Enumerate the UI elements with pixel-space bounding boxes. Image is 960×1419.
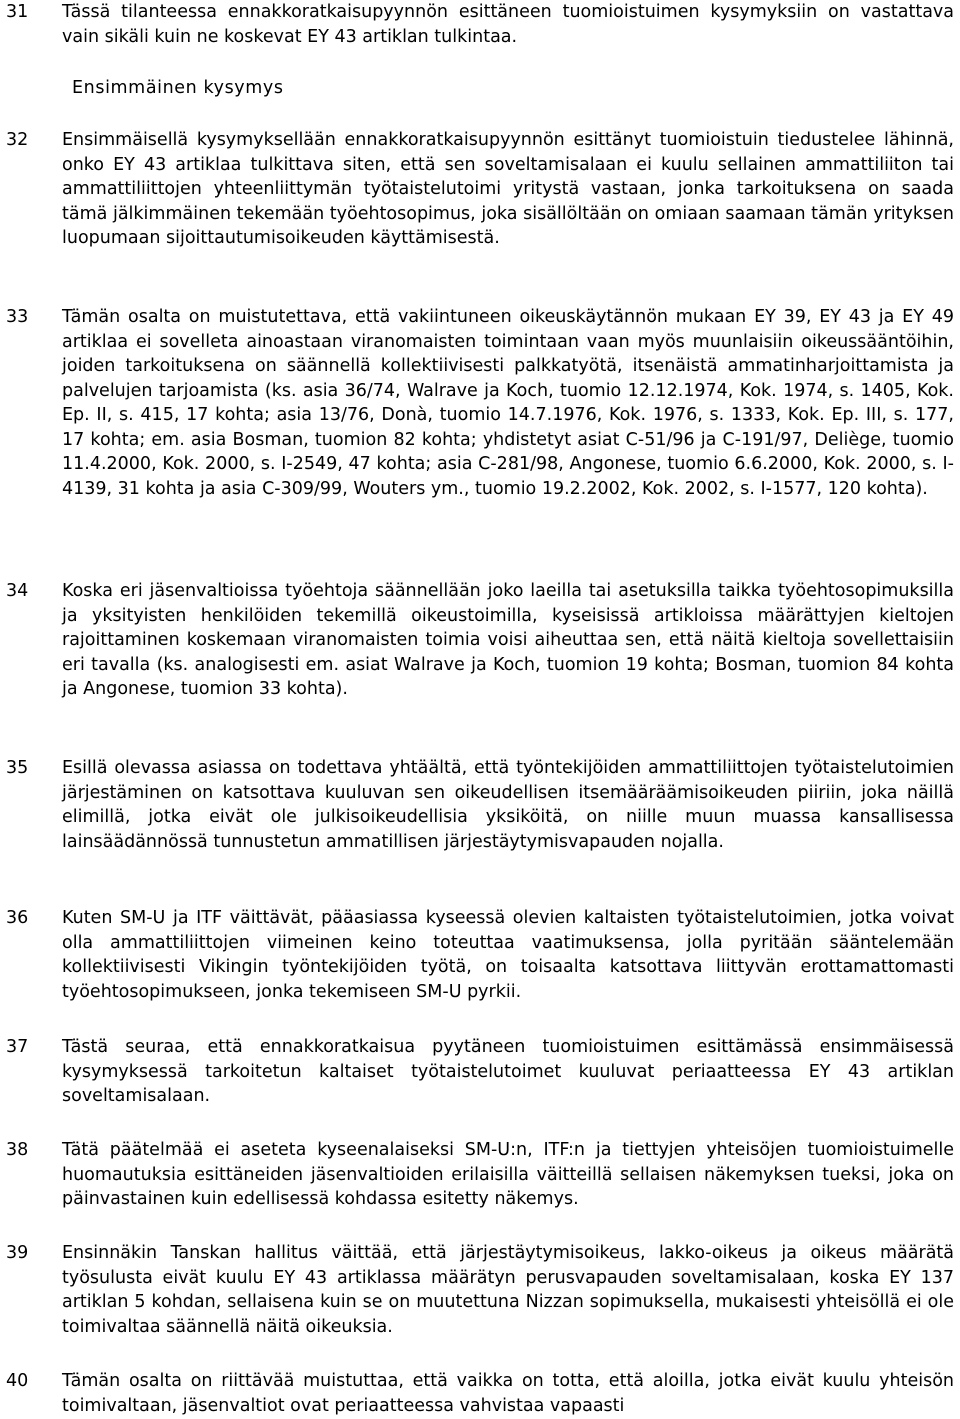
paragraph-text: Tässä tilanteessa ennakkoratkaisupyynnön esittäneen tuomioistuimen kysymyksiin on vastattava vain sikäli kuin ne koskevat EY 43 artiklan tulkintaa.: [62, 2, 954, 47]
paragraph-33: [0, 305, 960, 501]
paragraph-40: [0, 1369, 960, 1418]
paragraph-text: Tämän osalta on riittävää muistuttaa, että vaikka on totta, että aloilla, jotka eivät kuulu yhteisön toimivaltaan, jäsenvaltiot ovat periaatteessa vahvistaa vapaasti: [62, 1371, 954, 1416]
paragraph-text: Tämän osalta on muistutettava, että vakiintuneen oikeuskäytännön mukaan EY 39, EY 43 ja EY 49 artiklaa ei sovelleta ainoastaan viranomaisten toimintaan vaan myös muunlaisiin oikeussääntöihin, joiden tarkoituksena on säännellä kollektiivisesti palkkatyötä, itsenäistä ammatinharjoittamista ja palvelujen tarjoamista (ks. asia 36/74, Walrave ja Koch, tuomio 12.12.1974, Kok. 1974, s. 1405, Kok. Ep. II, s. 415, 17 kohta; asia 13/76, Donà, tuomio 14.7.1976, Kok. 1976, s. 1333, Kok. Ep. III, s. 177, 17 kohta; em. asia Bosman, tuomion 82 kohta; yhdistetyt asiat C-51/96 ja C-191/97, Deliège, tuomio 11.4.2000, Kok. 2000, s. I-2549, 47 kohta; asia C-281/98, Angonese, tuomio 6.6.2000, Kok. 2000, s. I-4139, 31 kohta ja asia C-309/99, Wouters ym., tuomio 19.2.2002, Kok. 2002, s. I-1577, 120 kohta).: [62, 307, 954, 499]
paragraph-number: 39: [6, 1243, 29, 1263]
paragraph-text: Tästä seuraa, että ennakkoratkaisua pyytäneen tuomioistuimen esittämässä ensimmäisessä kysymyksessä tarkoitetun kaltaiset työtaistelutoimet kuuluvat periaatteessa EY 43 artiklan soveltamisalaan.: [62, 1037, 954, 1106]
paragraph-number: 32: [6, 130, 29, 150]
paragraph-text: Tätä päätelmää ei aseteta kyseenalaiseksi SM-U:n, ITF:n ja tiettyjen yhteisöjen tuomioistuimelle huomautuksia esittäneiden jäsenvaltioiden erilaisilla väitteillä sellaisen näkemyksen tueksi, joka on päinvastainen kuin edellisessä kohdassa esitetty näkemys.: [62, 1140, 954, 1209]
paragraph-36: [0, 906, 960, 1004]
paragraph-39: [0, 1241, 960, 1339]
section-heading: Ensimmäinen kysymys: [72, 78, 284, 98]
paragraph-text: Ensinnäkin Tanskan hallitus väittää, että järjestäytymisoikeus, lakko-oikeus ja oikeus määrätä työsulusta eivät kuulu EY 43 artiklassa määrätyn perusvapauden soveltamisalaan, koska EY 137 artiklan 5 kohdan, sellaisena kuin se on muutettuna Nizzan sopimuksella, mukaisesti yhteisöllä ei ole toimivaltaa säännellä näitä oikeuksia.: [62, 1243, 954, 1337]
paragraph-number: 36: [6, 908, 29, 928]
paragraph-34: [0, 579, 960, 702]
paragraph-number: 34: [6, 581, 29, 601]
paragraph-37: [0, 1035, 960, 1109]
paragraph-number: 31: [6, 2, 29, 22]
paragraph-text: Esillä olevassa asiassa on todettava yhtäältä, että työntekijöiden ammattiliittojen työtaistelutoimien järjestäminen on katsottava kuuluvan sen oikeudellisen itsemääräämisoikeuden piiriin, joka näillä elimillä, jotka eivät ole julkisoikeudellisia yksiköitä, on niille muun muassa kansallisessa lainsäädännössä tunnustetun ammatillisen järjestäytymisvapauden nojalla.: [62, 758, 954, 852]
paragraph-text: Koska eri jäsenvaltioissa työehtoja säännellään joko laeilla tai asetuksilla taikka työehtosopimuksilla ja yksityisten henkilöiden tekemillä oikeustoimilla, kyseisissä artikloissa määrättyjen kieltojen rajoittaminen koskemaan viranomaisten toimia voisi aiheuttaa sen, että näitä kieltoja sovellettaisiin eri tavalla (ks. analogisesti em. asiat Walrave ja Koch, tuomion 19 kohta; Bosman, tuomion 84 kohta ja Angonese, tuomion 33 kohta).: [62, 581, 954, 699]
paragraph-35: [0, 756, 960, 854]
paragraph-text: Ensimmäisellä kysymyksellään ennakkoratkaisupyynnön esittänyt tuomioistuin tiedustelee lähinnä, onko EY 43 artiklaa tulkittava siten, että sen soveltamisalaan ei kuulu sellainen ammattiliiton tai ammattiliittojen yhteenliittymän työtaistelutoimi yritystä vastaan, jonka tarkoituksena on saada tämä jälkimmäinen tekemään työehtosopimus, joka sisällöltään on omiaan saamaan tämän yrityksen luopumaan sijoittautumisoikeuden käyttämisestä.: [62, 130, 954, 248]
paragraph-number: 33: [6, 307, 29, 327]
paragraph-text: Kuten SM-U ja ITF väittävät, pääasiassa kyseessä olevien kaltaisten työtaistelutoimien, jotka voivat olla ammattiliittojen viimeinen keino toteuttaa vaatimuksensa, jolla pyritään sääntelemään kollektiivisesti Vikingin työntekijöiden työtä, on toisaalta katsottava liittyvän erottamattomasti työehtosopimukseen, jonka tekemiseen SM-U pyrkii.: [62, 908, 954, 1002]
paragraph-32: [0, 128, 960, 251]
paragraph-number: 38: [6, 1140, 29, 1160]
paragraph-31: [0, 0, 960, 49]
paragraph-38: [0, 1138, 960, 1212]
paragraph-number: 35: [6, 758, 29, 778]
paragraph-number: 37: [6, 1037, 29, 1057]
paragraph-number: 40: [6, 1371, 29, 1391]
